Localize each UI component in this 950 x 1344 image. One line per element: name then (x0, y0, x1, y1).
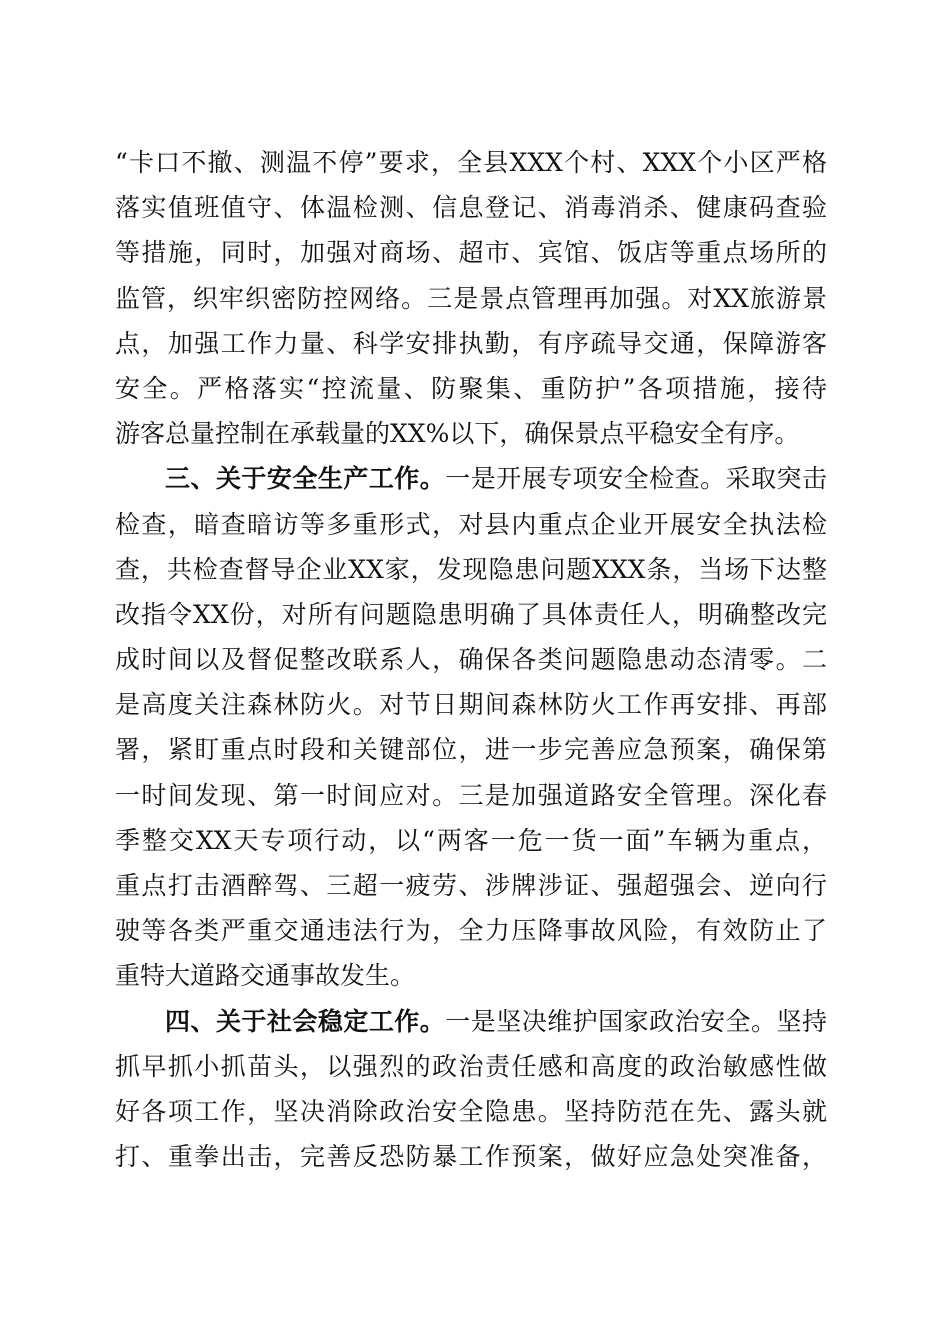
text-line: 重点打击酒醉驾、三超一疲劳、涉牌涉证、强超强会、逆向行 (115, 871, 827, 900)
text-line: 打、重拳出击，完善反恐防暴工作预案，做好应急处突准备， (115, 1142, 827, 1172)
document-body (115, 140, 827, 1179)
paragraph-social-stability (115, 999, 827, 1180)
text-line: 等措施，同时，加强对商场、超市、宾馆、饭店等重点场所的 (115, 238, 827, 268)
text-line: 抓早抓小抓苗头，以强烈的政治责任感和高度的政治敏感性做 (115, 1051, 827, 1081)
paragraph-first-line (115, 456, 827, 501)
text-line: 游客总量控制在承载量的XX%以下，确保景点平稳安全有序。 (115, 419, 800, 449)
text-line: 查，共检查督导企业XX家，发现隐患问题XXX条，当场下达整 (115, 554, 827, 584)
text-line: 监管，织牢织密防控网络。三是景点管理再加强。对XX旅游景 (115, 283, 827, 313)
text-line: 落实值班值守、体温检测、信息登记、消毒消杀、健康码查验 (115, 193, 827, 223)
paragraph-safety-production (115, 456, 827, 998)
text-span: 一是开展专项安全检查。采取突击 (445, 464, 827, 494)
text-line: 成时间以及督促整改联系人，确保各类问题隐患动态清零。二 (115, 645, 827, 675)
text-line: 安全。严格落实“控流量、防聚集、重防护”各项措施，接待 (115, 373, 827, 403)
text-line: 是高度关注森林防火。对节日期间森林防火工作再安排、再部 (115, 690, 827, 720)
section-heading: 三、关于安全生产工作。 (165, 464, 446, 494)
paragraph-epidemic-control (115, 140, 827, 456)
text-line: 署，紧盯重点时段和关键部位，进一步完善应急预案，确保第 (115, 735, 827, 765)
paragraph-first-line (115, 999, 827, 1044)
text-line: 驶等各类严重交通违法行为，全力压降事故风险，有效防止了 (115, 916, 827, 946)
text-span: 一是坚决维护国家政治安全。坚持 (445, 1006, 827, 1036)
text-line: 一时间发现、第一时间应对。三是加强道路安全管理。深化春 (115, 780, 827, 810)
text-line: “卡口不撤、测温不停”要求，全县XXX个村、XXX个小区严格 (115, 148, 827, 177)
text-line: 重特大道路交通事故发生。 (115, 961, 416, 991)
section-heading: 四、关于社会稳定工作。 (165, 1006, 446, 1036)
text-line: 好各项工作，坚决消除政治安全隐患。坚持防范在先、露头就 (115, 1096, 827, 1126)
text-line: 季整交XX天专项行动，以“两客一危一货一面”车辆为重点， (115, 825, 827, 855)
text-line: 检查，暗查暗访等多重形式，对县内重点企业开展安全执法检 (115, 509, 827, 539)
text-line: 改指令XX份，对所有问题隐患明确了具体责任人，明确整改完 (115, 599, 827, 629)
text-line: 点，加强工作力量、科学安排执勤，有序疏导交通，保障游客 (115, 328, 827, 358)
